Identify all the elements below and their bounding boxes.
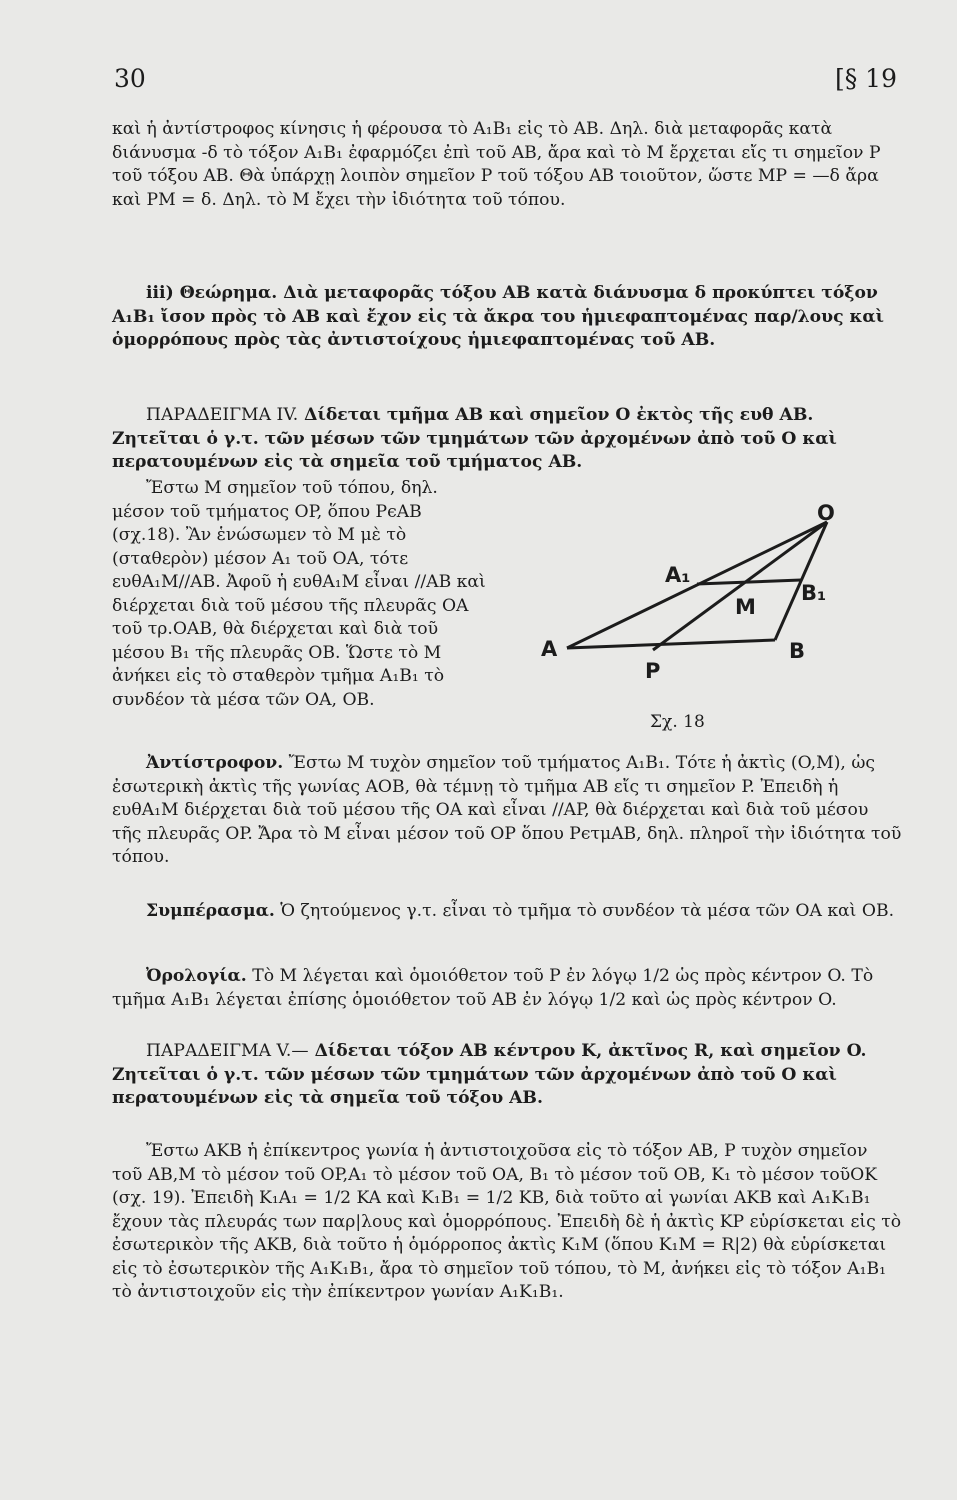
converse-title: Ἀντίστροφον. bbox=[146, 753, 284, 773]
label-A: A bbox=[541, 637, 558, 661]
example-v-paragraph bbox=[112, 1040, 902, 1111]
segment-A1B1 bbox=[697, 580, 801, 584]
terminology-title: Ὀρολογία. bbox=[146, 966, 247, 986]
conclusion-title: Συμπέρασμα. bbox=[146, 901, 275, 921]
terminology-text: Τὸ M λέγεται καὶ ὁμοιόθετον τοῦ P ἐν λόγῳ 1/2 ὡς πρὸς κέντρον O. Τὸ τμῆμα A₁B₁ λέγεται ἐπίσης ὁμοιόθετον τοῦ AB ἐν λόγῳ 1/2 καὶ ὡς πρὸς κέντρον O. bbox=[112, 966, 874, 1010]
segment-OA bbox=[567, 522, 827, 648]
converse-paragraph bbox=[112, 752, 902, 870]
label-P: P bbox=[645, 659, 661, 683]
label-A1: A₁ bbox=[665, 563, 691, 587]
paragraph-1: καὶ ἡ ἀντίστροφος κίνησις ἡ φέρουσα τὸ A₁B₁ εἰς τὸ AB. Δηλ. διὰ μεταφορᾶς κατὰ διάνυσμα -δ τὸ τόξον A₁B₁ ἐφαρμόζει ἐπὶ τοῦ AB, ἄρα καὶ τὸ M ἔρχεται εἴς τι σημεῖον P τοῦ τόξου AB. Θὰ ὑπάρχῃ λοιπὸν σημεῖον P τοῦ τόξου AB τοιοῦτον, ὥστε MP = —δ ἄρα καὶ PM = δ. Δηλ. τὸ M ἔχει τὴν ἰδιότητα τοῦ τόπου. bbox=[112, 119, 881, 210]
theorem-title: iii) Θεώρημα. bbox=[146, 283, 278, 303]
figure-caption: Σχ. 18 bbox=[650, 712, 705, 732]
conclusion-text: Ὁ ζητούμενος γ.τ. εἶναι τὸ τμῆμα τὸ συνδέον τὰ μέσα τῶν OA καὶ OB. bbox=[274, 901, 895, 921]
paragraph-final: Ἔστω AKB ἡ ἐπίκεντρος γωνία ἡ ἀντιστοιχοῦσα εἰς τὸ τόξον AB, P τυχὸν σημεῖον τοῦ AB,M τὸ μέσον τοῦ OP,A₁ τὸ μέσον τοῦ OA, B₁ τὸ μέσον τοῦ OB, K₁ τὸ μέσον τοῦOK (σχ. 19). Ἐπειδὴ K₁A₁ = 1/2 KA καὶ K₁B₁ = 1/2 KB, διὰ τοῦτο αἱ γωνίαι AKB καὶ A₁K₁B₁ ἔχουν τὰς πλευράς των παρ|λους καὶ ὁμορρόπους. Ἐπειδὴ δὲ ἡ ἀκτὶς KP εὑρίσκεται εἰς τὸ ἐσωτερικὸν τῆς AKB, διὰ τοῦτο ἡ ὁμόρροπος ἀκτὶς K₁M (ὅπου K₁M = R|2) θὰ εὑρίσκεται εἰς τὸ ἐσωτερικὸν τῆς A₁K₁B₁, ἄρα τὸ σημεῖον τοῦ τόπου, τὸ M, ἀνήκει εἰς τὸ τόξον A₁B₁ τὸ ἀντιστοιχοῦν εἰς τὴν ἐπίκεντρον γωνίαν A₁K₁B₁. bbox=[112, 1141, 902, 1302]
example-v-title: ΠΑΡΑΔΕΙΓΜΑ V.— bbox=[146, 1041, 309, 1061]
example-iv-paragraph bbox=[112, 404, 902, 475]
section-marker: [§ 19 bbox=[834, 64, 897, 93]
page-number: 30 bbox=[114, 64, 146, 93]
example-iv-title: ΠΑΡΑΔΕΙΓΜΑ IV. bbox=[146, 405, 299, 425]
theorem-paragraph bbox=[112, 282, 902, 353]
figure-18 bbox=[535, 500, 865, 740]
example-v-text: Δίδεται τόξον AB κέντρου K, ἀκτῖνος R, καὶ σημεῖον O. Ζητεῖται ὁ γ.τ. τῶν μέσων τῶν τμημάτων τῶν ἀρχομένων ἀπὸ τοῦ O καὶ περατουμένων εἰς τὰ σημεῖα τοῦ τόξου AB. bbox=[112, 1041, 867, 1108]
conclusion-paragraph bbox=[112, 900, 902, 924]
theorem-text: Διὰ μεταφορᾶς τόξου AB κατὰ διάνυσμα δ προκύπτει τόξον A₁B₁ ἴσον πρὸς τὸ AB καὶ ἔχον εἰς τὰ ἄκρα του ἡμιεφαπτομένας παρ/λους καὶ ὁμορρόπους πρὸς τὰς ἀντιστοίχους ἡμιεφαπτομένας τοῦ AB. bbox=[112, 283, 884, 350]
converse-text: Ἔστω M τυχὸν σημεῖον τοῦ τμήματος A₁B₁. Τότε ἡ ἀκτὶς (O,M), ὡς ἐσωτερικὴ ἀκτὶς τῆς γωνίας AOB, θὰ τέμνῃ τὸ τμῆμα AB εἴς τι σημεῖον P. Ἐπειδὴ ἡ ευθA₁M διέρχεται διὰ τοῦ μέσου τῆς OA καὶ εἶναι //AP, θὰ διέρχεται καὶ διὰ τοῦ μέσου τῆς πλευρᾶς OP. Ἄρα τὸ M εἶναι μέσον τοῦ OP ὅπου PϵτμAB, δηλ. πληροῖ τὴν ἰδιότητα τοῦ τόπου. bbox=[112, 753, 902, 867]
label-M: M bbox=[735, 595, 756, 619]
paragraph-proof: Ἔστω M σημεῖον τοῦ τόπου, δηλ. μέσον τοῦ τμήματος OP, ὅπου PϵAB (σχ.18). Ἂν ἑνώσωμεν τὸ M μὲ τὸ (σταθερὸν) μέσον A₁ τοῦ OA, τότε ευθA₁M//AB. Ἀφοῦ ἡ ευθA₁M εἶναι //AB καὶ διέρχεται διὰ τοῦ μέσου τῆς πλευρᾶς OA τοῦ τρ.OAB, θὰ διέρχεται καὶ διὰ τοῦ μέσου B₁ τῆς πλευρᾶς OB. Ὥστε τὸ M ἀνήκει εἰς τὸ σταθερὸν τμῆμα A₁B₁ τὸ συνδέον τὰ μέσα τῶν OA, OB. bbox=[112, 478, 486, 710]
terminology-paragraph bbox=[112, 965, 902, 1012]
example-iv-text: Δίδεται τμῆμα AB καὶ σημεῖον O ἐκτὸς τῆς ευθ AB. Ζητεῖται ὁ γ.τ. τῶν μέσων τῶν τμημάτων τῶν ἀρχομένων ἀπὸ τοῦ O καὶ περατουμένων εἰς τὰ σημεῖα τοῦ τμήματος AB. bbox=[112, 405, 837, 472]
figure-18-diagram bbox=[535, 500, 865, 740]
label-O: O bbox=[817, 501, 835, 525]
label-B: B bbox=[789, 639, 806, 663]
segment-AB bbox=[567, 640, 775, 648]
label-B1: B₁ bbox=[801, 581, 827, 605]
